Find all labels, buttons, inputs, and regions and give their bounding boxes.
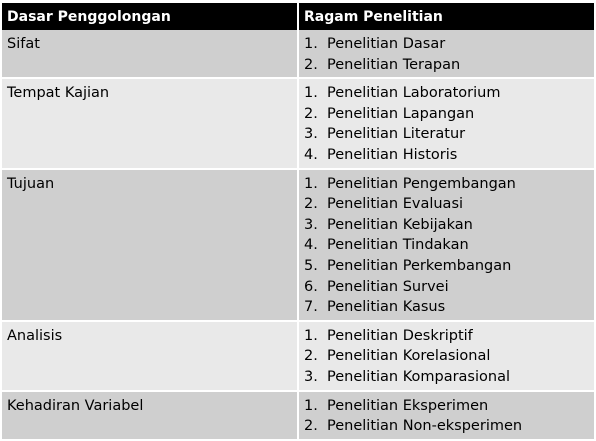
item-text: Penelitian Laboratorium bbox=[327, 85, 501, 102]
basis-cell bbox=[2, 391, 298, 440]
list-item bbox=[304, 104, 594, 125]
list-item bbox=[304, 367, 594, 388]
item-text: Penelitian Terapan bbox=[327, 56, 461, 73]
item-text: Penelitian Korelasional bbox=[327, 348, 491, 365]
research-type-list bbox=[304, 34, 594, 75]
research-types-cell bbox=[298, 78, 594, 168]
item-text: Penelitian Pengembangan bbox=[327, 175, 516, 192]
list-item bbox=[304, 396, 594, 417]
item-text: Penelitian Komparasional bbox=[327, 368, 510, 385]
item-number: 2. bbox=[304, 348, 318, 365]
header-research-type: Ragam Penelitian bbox=[298, 3, 594, 30]
research-types-cell bbox=[298, 321, 594, 391]
list-item bbox=[304, 174, 594, 195]
list-item bbox=[304, 416, 594, 437]
list-item bbox=[304, 346, 594, 367]
list-item bbox=[304, 256, 594, 277]
item-number: 2. bbox=[304, 105, 318, 122]
basis-cell bbox=[2, 30, 298, 78]
research-type-list bbox=[304, 174, 594, 318]
list-item bbox=[304, 55, 594, 76]
item-text: Penelitian Literatur bbox=[327, 126, 466, 143]
basis-label: Tempat Kajian bbox=[7, 85, 110, 102]
item-text: Penelitian Dasar bbox=[327, 36, 446, 52]
list-item bbox=[304, 83, 594, 104]
list-item bbox=[304, 326, 594, 347]
item-number: 4. bbox=[304, 146, 318, 163]
research-types-table bbox=[2, 3, 594, 441]
item-text: Penelitian Survei bbox=[327, 278, 449, 295]
list-item bbox=[304, 34, 594, 55]
basis-cell bbox=[2, 321, 298, 391]
table-row bbox=[2, 321, 594, 391]
item-number: 3. bbox=[304, 126, 318, 143]
item-text: Penelitian Evaluasi bbox=[327, 196, 464, 213]
item-text: Penelitian Lapangan bbox=[327, 105, 475, 122]
list-item bbox=[304, 215, 594, 236]
item-number: 7. bbox=[304, 299, 318, 316]
item-text: Penelitian Historis bbox=[327, 146, 458, 163]
item-number: 1. bbox=[304, 327, 318, 344]
basis-label: Sifat bbox=[7, 36, 40, 52]
item-number: 3. bbox=[304, 216, 318, 233]
item-number: 4. bbox=[304, 237, 318, 254]
item-number: 1. bbox=[304, 36, 318, 52]
table-body bbox=[2, 30, 594, 440]
list-item bbox=[304, 297, 594, 318]
item-number: 1. bbox=[304, 397, 318, 414]
item-text: Penelitian Eksperimen bbox=[327, 397, 489, 414]
table-row bbox=[2, 78, 594, 168]
research-types-cell bbox=[298, 30, 594, 78]
basis-cell bbox=[2, 169, 298, 321]
table-row bbox=[2, 169, 594, 321]
table-row bbox=[2, 30, 594, 78]
item-text: Penelitian Kasus bbox=[327, 299, 446, 316]
basis-cell bbox=[2, 78, 298, 168]
basis-label: Kehadiran Variabel bbox=[7, 397, 144, 414]
table-header-row bbox=[2, 3, 594, 30]
item-number: 2. bbox=[304, 418, 318, 435]
list-item bbox=[304, 235, 594, 256]
list-item bbox=[304, 145, 594, 166]
item-number: 1. bbox=[304, 175, 318, 192]
item-number: 1. bbox=[304, 85, 318, 102]
header-basis: Dasar Penggolongan bbox=[2, 3, 298, 30]
research-type-list bbox=[304, 396, 594, 437]
item-text: Penelitian Deskriptif bbox=[327, 327, 473, 344]
research-types-cell bbox=[298, 169, 594, 321]
item-number: 2. bbox=[304, 56, 318, 73]
basis-label: Analisis bbox=[7, 327, 63, 344]
item-number: 5. bbox=[304, 257, 318, 274]
research-type-list bbox=[304, 83, 594, 165]
item-text: Penelitian Kebijakan bbox=[327, 216, 473, 233]
item-number: 6. bbox=[304, 278, 318, 295]
research-types-cell bbox=[298, 391, 594, 440]
item-number: 3. bbox=[304, 368, 318, 385]
list-item bbox=[304, 124, 594, 145]
item-number: 2. bbox=[304, 196, 318, 213]
item-text: Penelitian Perkembangan bbox=[327, 257, 512, 274]
item-text: Penelitian Non-eksperimen bbox=[327, 418, 523, 435]
table-row bbox=[2, 391, 594, 440]
basis-label: Tujuan bbox=[7, 175, 55, 192]
list-item bbox=[304, 194, 594, 215]
list-item bbox=[304, 277, 594, 298]
research-type-list bbox=[304, 326, 594, 388]
item-text: Penelitian Tindakan bbox=[327, 237, 469, 254]
